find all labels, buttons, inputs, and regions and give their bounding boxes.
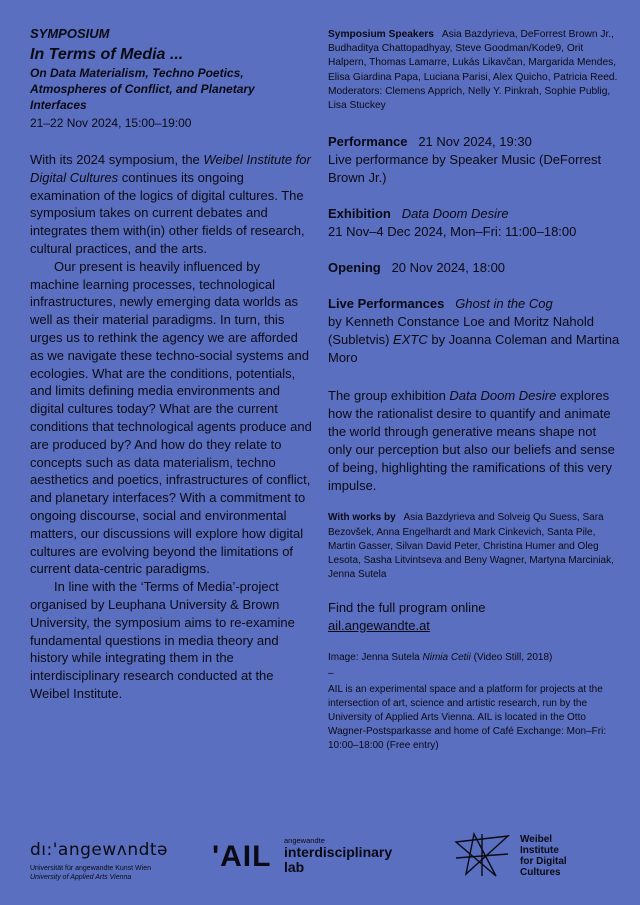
ail-line-1: interdisciplinary [284,844,393,860]
group-text-part: The group exhibition [328,388,450,404]
ail-small-label: angewandte [284,836,325,845]
event-title: In Terms of Media ... [30,46,184,63]
speakers-section [328,28,620,113]
speakers-label: Symposium Speakers [328,29,434,40]
angewandte-wordmark: dı:'angewʌndtə [30,840,169,860]
ail-line-2: lab [284,859,305,875]
about-ail: AIL is an experimental space and a platform for projects at the intersection of art, science and artistic research, run by the University of Applied Arts Vienna. AIL is located in the Otto Wagner-Postsparkasse and home of Café Exchange: Mon–Fri: 10:00–18:00 (Free entry) [328,683,607,751]
opening-section [328,259,620,277]
ail-text [284,836,392,875]
exhibition-section [328,205,620,241]
opening-date: 20 Nov 2024, 18:00 [391,260,506,276]
live-section [328,295,620,367]
performance-text: Live performance by Speaker Music (DeForrest Brown Jr.) [328,152,602,186]
works-list: Asia Bazdyrieva and Solveig Qu Suess, Sara Bezovšek, Anna Engelhardt and Mark Cinkevich, Santa Pile, Martin Gasser, Silvan David Peter, Christina Humer and Oleg Lesota, Sasha Litvintseva and Beny Wagner, Martyna Marciniak, Jenna Sutela [328,512,614,581]
intro-paragraph-3: In line with the ‘Terms of Media’-project organised by Leuphana University & Brown University, the symposium aims to re-examine fundamental questions in media theory and history while integrating them in the interdisciplinary research conducted at the Weibel Institute. [30,579,295,701]
weibel-line-3: for Digital [520,856,567,867]
opening-label: Opening [328,260,381,276]
exhibition-title: Data Doom Desire [401,206,509,222]
live-title-2: EXTC [393,332,428,348]
event-dates: 21–22 Nov 2024, 15:00–19:00 [30,116,192,130]
angewandte-logo [30,840,168,882]
event-subtitle: On Data Materialism, Techno Poetics, Atmospheres of Conflict, and Planetary Interfaces [30,66,255,112]
works-label: With works by [328,512,396,524]
live-by-1: by Kenneth Constance Loe and Moritz Nahold (Subletvis) [328,314,594,348]
performance-section [328,133,620,187]
weibel-star-icon [452,832,512,878]
weibel-line-2: Institute [520,845,559,856]
live-title-1: Ghost in the Cog [455,296,553,312]
credit-work-title: Nimia Cetii [422,651,471,663]
right-column [328,28,620,753]
intro-paragraph-2: Our present is heavily influenced by machine learning processes, technological infrastructures, newly emerging data worlds as well as their material paradigms. In turn, this urges us to rethink the agency we are afforded as we navigate these techno-social systems and ecologies. What are the conditions, potentials, and limits defining media environments and digital cultures today? What are the current conditions that technological agents produce and are produced by? And how do they relate to concepts such as data materialism, techno aesthetics and poetics, infrastructures of conflict, and planetary interfaces? With a commitment to ongoing discourse, social and environmental matters, our discussions will explore how digital cultures are evolving beyond the limitations of current data-centric paradigms. [30,258,312,577]
weibel-logo [452,832,567,883]
separator-dash: – [328,667,334,679]
group-exhibition-text [328,387,620,495]
weibel-line-1: Weibel [520,834,553,845]
live-label: Live Performances [328,296,445,312]
university-name-en: University of Applied Arts Vienna [30,874,132,881]
intro-paragraph-1 [30,151,312,258]
footer-logos [0,828,640,888]
works-section [328,511,620,582]
performance-date: 21 Nov 2024, 19:30 [418,134,532,150]
weibel-line-4: Cultures [520,867,561,878]
exhibition-label: Exhibition [328,206,391,222]
live-by-2: by Joanna Coleman and Martina Moro [328,332,620,366]
group-text-part: explores how the rationalist desire to quantify and animate the world through generative means shape not only our perception but also our beliefs and sense of being, highlighting the ramifications of this very impulse. [328,388,615,494]
group-exhibition-title: Data Doom Desire [449,388,557,404]
intro-text-part: continues its ongoing examination of the logics of digital cultures. The symposium takes on current debates and integrates them with(in) other fields of research, cultural practices, and the arts. [30,169,305,256]
institute-name: Weibel Institute for Digital Cultures [30,152,311,185]
ail-wordmark: 'AIL [212,840,272,873]
image-credit [328,651,620,665]
program-label: Find the full program online [328,599,486,615]
intro-text-part: With its 2024 symposium, the [30,152,204,167]
program-link[interactable]: ail.angewandte.at [328,617,430,633]
program-section [328,599,620,635]
intro-text [30,151,312,703]
speakers-list: Asia Bazdyrieva, DeForrest Brown Jr., Budhaditya Chattopadhyay, Steve Goodman/Kode9, Orit Halpern, Thomas Lamarre, Lukás Likavčan, Margarida Mendes, Elisa Giardina Papa, Luciana Parisi, Alex Quicho, Patricia Reed. Moderators: Clemens Apprich, Nelly Y. Pinkrah, Sophie Publig, Lisa Stuckey [328,29,618,112]
weibel-text [520,834,567,878]
left-column [30,26,312,703]
credit-text-part: Image: Jenna Sutela [328,651,423,663]
event-kicker: SYMPOSIUM [30,26,110,41]
university-name: Universität für angewandte Kunst Wien [30,865,152,872]
exhibition-dates: 21 Nov–4 Dec 2024, Mon–Fri: 11:00–18:00 [328,224,577,240]
performance-label: Performance [328,134,408,150]
credit-text-part: (Video Still, 2018) [470,651,553,663]
